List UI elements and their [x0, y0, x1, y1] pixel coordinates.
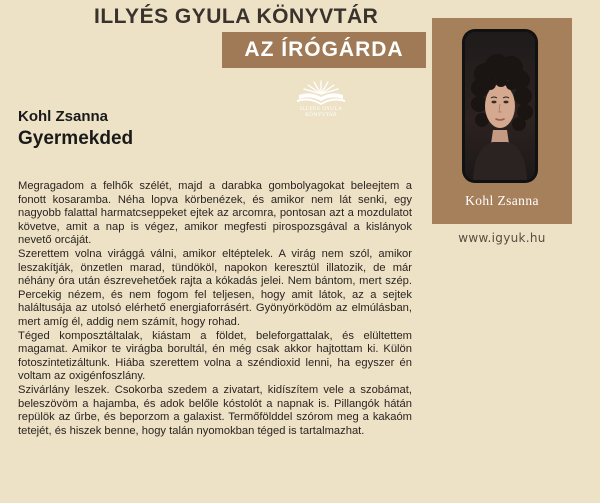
paragraph: Téged komposztáltalak, kiástam a földet, beleforgattalak, és elültettem magamat. Amikor te virágba borultál, én még csak akkor hajtottam ki. Külön fotoszintetizáltunk. Hiába szerettem volna a széndioxid lenni, ha egyszer én voltam az oxigénfoszlány. [18, 329, 412, 383]
photo-caption: Kohl Zsanna [465, 193, 539, 208]
website-link[interactable]: www.igyuk.hu [458, 231, 546, 245]
phone-frame [462, 29, 538, 183]
logo-text-line2: KÖNYVTÁR [305, 112, 337, 118]
paragraph: Szerettem volna virággá válni, amikor eltéptelek. A virág nem szól, amikor leszakítják, önzetlen marad, tündököl, napokon keresztül illatozik, de már néhány óra után észrevehetőek rajta a kókadás jelei. Nem bántom, mert szép. Percekig nézem, és nem fogom fel teljesen, hogy amit látok, az a sejtek haláltusája az utolsó elérhető energiaforrásért. Gyönyörködöm az elmúlásban, mert amíg él, addig nem számít, hogy rohad. [18, 247, 412, 328]
library-title: ILLYÉS GYULA KÖNYVTÁR [94, 5, 379, 28]
author-photo-panel [432, 18, 572, 224]
author-name: Kohl Zsanna [18, 108, 109, 125]
library-logo [291, 78, 351, 120]
portrait-illustration [465, 32, 535, 180]
logo-text-line1: ILLYÉS GYULA [299, 106, 343, 112]
paragraph: Megragadom a felhők szélét, majd a darabka gombolyagokat beleejtem a fonott kosaramba. Néha lopva körbenézek, és amikor nem lát senki, egy nagyobb falattal harmatcseppeket ejtek az arcomra, pontosan azt a mozdulatot követve, amit a nap is végez, amikor megfesti pirospozsgával a kislányok nevető orcáját. [18, 180, 412, 247]
paragraph: Szivárlány leszek. Csokorba szedem a zivatart, kidíszítem vele a szobámat, beleszövöm a hajamba, és adok belőle kóstolót a napnak is. Pillangók hátán repülök az űrbe, és beporzom a galaxist. Termőfölddel szórom meg a kakaóm tetejét, és hiszek benne, hogy talán nyomokban téged is tartalmazhat. [18, 383, 412, 437]
series-title: AZ ÍRÓGÁRDA [244, 38, 404, 61]
poem-title: Gyermekded [18, 128, 134, 149]
poem-body [18, 180, 412, 438]
series-banner [222, 32, 426, 68]
open-book-sunrise-icon [293, 78, 349, 106]
author-portrait [465, 32, 535, 180]
